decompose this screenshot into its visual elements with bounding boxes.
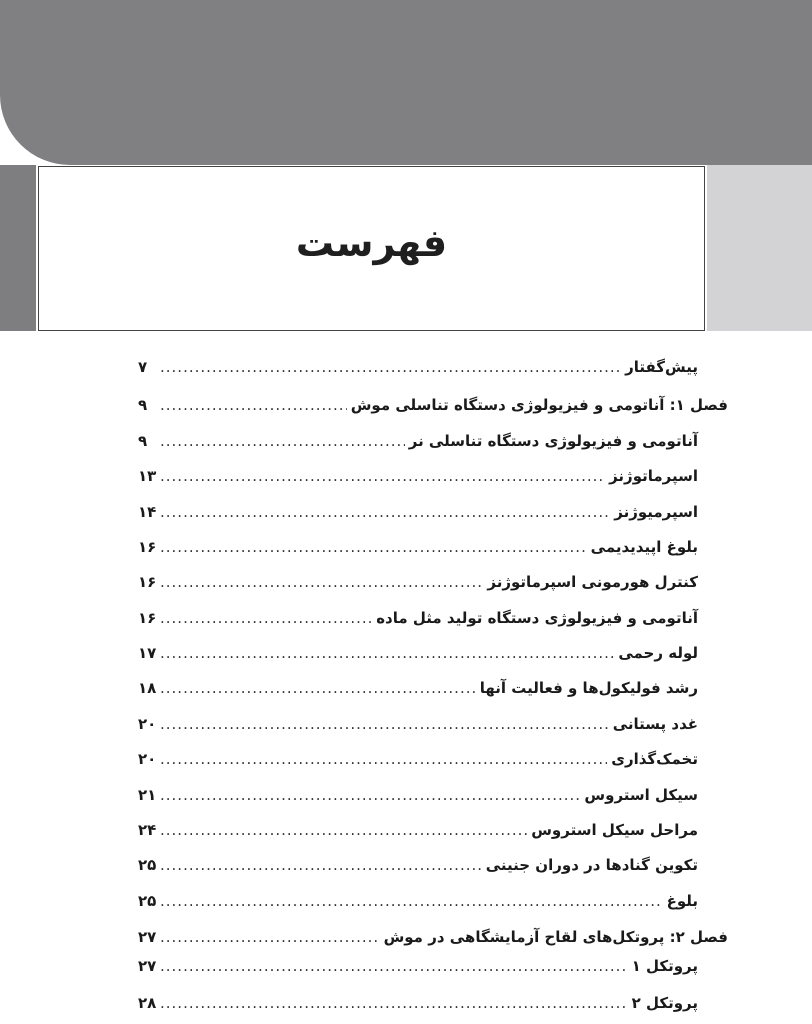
toc-entry-title: غدد پستانی [612, 715, 698, 733]
dot-leader [160, 609, 372, 627]
toc-entry-title: بلوغ اپیدیدیمی [590, 538, 698, 556]
dot-leader [160, 573, 483, 591]
dot-leader [160, 856, 482, 874]
toc-row [138, 644, 698, 674]
dot-leader [160, 467, 605, 485]
dot-leader [160, 396, 347, 414]
dot-leader [160, 928, 380, 946]
toc-page-number: ۹ [138, 396, 148, 414]
dot-leader [160, 957, 628, 975]
toc-page-number: ۹ [138, 432, 148, 450]
toc-page-number: ۱۶ [138, 538, 157, 556]
toc-page-number: ۲۷ [138, 928, 157, 946]
toc-page-number: ۲۰ [138, 750, 157, 768]
toc-row [138, 786, 698, 816]
toc-page-number: ۲۱ [138, 786, 157, 804]
toc-entry-title: آناتومی و فیزیولوژی دستگاه تناسلی نر [408, 432, 698, 450]
toc-entry-title: سیکل استروس [584, 786, 698, 804]
toc-chapter-row [138, 928, 728, 958]
toc-entry-title: پروتکل ۲ [631, 994, 698, 1012]
toc-page-number: ۱۴ [138, 503, 157, 521]
toc-page-number: ۱۶ [138, 609, 157, 627]
toc-entry-title: پروتکل ۱ [631, 957, 698, 975]
toc-entry-title: پیش‌گفتار [625, 358, 698, 376]
toc-page-number: ۱۳ [138, 467, 157, 485]
dot-leader [160, 679, 476, 697]
left-decorative-strip [0, 165, 36, 331]
toc-row [138, 467, 698, 497]
toc-entry-title: فصل ۲: پروتکل‌های لقاح آزمایشگاهی در موش [383, 928, 728, 946]
dot-leader [160, 503, 610, 521]
toc-row [138, 358, 698, 388]
dot-leader [160, 644, 614, 662]
toc-page-number: ۱۷ [138, 644, 157, 662]
dot-leader [160, 994, 628, 1012]
toc-chapter-row [138, 396, 728, 426]
toc-row [138, 503, 698, 533]
toc-entry-title: آناتومی و فیزیولوژی دستگاه تولید مثل ماده [376, 609, 698, 627]
toc-entry-title: فصل ۱: آناتومی و فیزیولوژی دستگاه تناسلی موش [350, 396, 728, 414]
toc-page-number: ۱۸ [138, 679, 157, 697]
toc-entry-title: لوله رحمی [618, 644, 698, 662]
toc-page-number: ۲۷ [138, 957, 157, 975]
dot-leader [160, 786, 580, 804]
toc-page-number: ۲۵ [138, 892, 157, 910]
toc-entry-title: رشد فولیکول‌ها و فعالیت آنها [479, 679, 698, 697]
toc-entry-title: مراحل سیکل استروس [531, 821, 698, 839]
dot-leader [160, 432, 405, 450]
toc-row [138, 994, 698, 1024]
toc-page-number: ۲۸ [138, 994, 157, 1012]
toc-entry-title: کنترل هورمونی اسپرماتوژنز [487, 573, 698, 591]
toc-row [138, 573, 698, 603]
toc-row [138, 609, 698, 639]
dot-leader [160, 750, 607, 768]
toc-entry-title: اسپرمیوژنز [614, 503, 698, 521]
dot-leader [160, 538, 587, 556]
toc-row [138, 856, 698, 886]
dot-leader [160, 892, 663, 910]
toc-row [138, 538, 698, 568]
dot-leader [160, 715, 609, 733]
toc-row [138, 892, 698, 922]
toc-entry-title: بلوغ [666, 892, 698, 910]
toc-row [138, 821, 698, 851]
toc-entry-title: اسپرماتوژنز [609, 467, 698, 485]
toc-entry-title: تخمک‌گذاری [611, 750, 698, 768]
dot-leader [160, 821, 527, 839]
toc-row [138, 957, 698, 987]
header-band [0, 0, 812, 165]
toc-page-number: ۲۰ [138, 715, 157, 733]
right-decorative-strip [707, 165, 812, 331]
toc-page-number: ۲۴ [138, 821, 157, 839]
toc-row [138, 750, 698, 780]
toc-page-number: ۱۶ [138, 573, 157, 591]
toc-page-number: ۷ [138, 358, 148, 376]
toc-row [138, 679, 698, 709]
title-box [38, 166, 705, 331]
toc-row [138, 432, 698, 462]
page-title: فهرست [295, 220, 448, 265]
toc-row [138, 715, 698, 745]
dot-leader [160, 358, 621, 376]
toc-entry-title: تکوین گنادها در دوران جنینی [485, 856, 698, 874]
toc-page-number: ۲۵ [138, 856, 157, 874]
